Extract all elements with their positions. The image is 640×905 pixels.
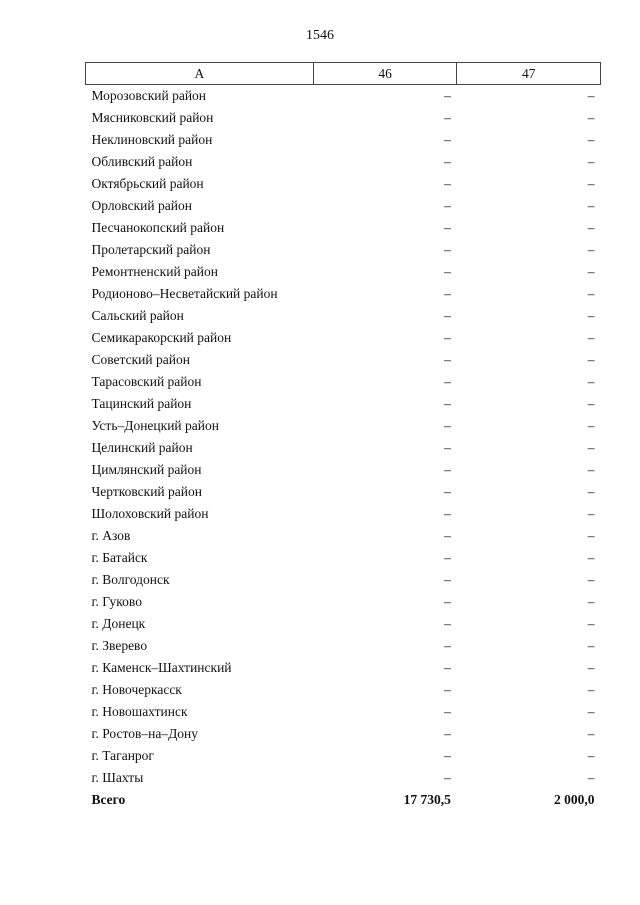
row-name: Сальский район [91, 308, 184, 323]
table-row [86, 327, 601, 349]
row-value-47: – [587, 352, 595, 367]
header-col-a: А [86, 63, 314, 85]
row-value-47: – [587, 506, 595, 521]
data-table [85, 62, 601, 811]
table-row [86, 239, 601, 261]
row-name: Тацинский район [91, 396, 192, 411]
row-value-47: – [587, 660, 595, 675]
row-name: Советский район [91, 352, 190, 367]
row-name: г. Батайск [91, 550, 148, 565]
row-name: г. Новошахтинск [91, 704, 188, 719]
row-value-46: – [444, 572, 451, 587]
row-name: Октябрьский район [91, 176, 204, 191]
row-value-46: – [444, 528, 451, 543]
table-row [86, 481, 601, 503]
table-row [86, 591, 601, 613]
row-value-46: – [444, 506, 451, 521]
table-row [86, 525, 601, 547]
row-value-47: – [587, 748, 595, 763]
row-value-46: – [444, 682, 451, 697]
total-label: Всего [91, 792, 126, 807]
table-body [86, 85, 601, 812]
row-name: Тарасовский район [91, 374, 202, 389]
row-name: г. Каменск–Шахтинский [91, 660, 232, 675]
row-name: г. Гуково [91, 594, 142, 609]
header-col-47: 47 [457, 63, 601, 85]
row-name: Усть–Донецкий район [91, 418, 219, 433]
row-value-46: – [444, 770, 451, 785]
row-value-46: – [444, 550, 451, 565]
row-name: Шолоховский район [91, 506, 209, 521]
row-value-47: – [587, 638, 595, 653]
table-row [86, 569, 601, 591]
table-row [86, 283, 601, 305]
row-value-47: – [587, 484, 595, 499]
row-name: Морозовский район [91, 88, 207, 103]
row-value-47: – [587, 88, 595, 103]
table-row [86, 371, 601, 393]
row-name: г. Донецк [91, 616, 146, 631]
row-value-47: – [587, 770, 595, 785]
table-header-row [86, 63, 601, 85]
row-name: г. Шахты [91, 770, 144, 785]
table-row [86, 151, 601, 173]
row-value-47: – [587, 396, 595, 411]
table-row [86, 129, 601, 151]
row-value-46: – [444, 484, 451, 499]
header-col-46: 46 [313, 63, 457, 85]
row-value-46: – [444, 440, 451, 455]
row-value-47: – [587, 154, 595, 169]
table-row [86, 261, 601, 283]
table-row [86, 195, 601, 217]
row-name: Целинский район [91, 440, 193, 455]
row-value-47: – [587, 594, 595, 609]
row-value-46: – [444, 308, 451, 323]
row-value-46: – [444, 198, 451, 213]
row-value-46: – [444, 462, 451, 477]
row-value-47: – [587, 176, 595, 191]
row-value-46: – [444, 396, 451, 411]
row-name: Чертковский район [91, 484, 202, 499]
table-row [86, 415, 601, 437]
row-name: Песчанокопский район [91, 220, 225, 235]
row-value-46: – [444, 110, 451, 125]
row-value-47: – [587, 572, 595, 587]
row-value-47: – [587, 704, 595, 719]
row-name: Родионово–Несветайский район [91, 286, 278, 301]
row-value-46: – [444, 726, 451, 741]
row-value-46: – [444, 704, 451, 719]
table-row [86, 437, 601, 459]
table-row [86, 745, 601, 767]
row-value-46: – [444, 132, 451, 147]
row-name: г. Волгодонск [91, 572, 170, 587]
table-row [86, 459, 601, 481]
row-value-46: – [444, 352, 451, 367]
row-value-47: – [587, 440, 595, 455]
row-value-46: – [444, 176, 451, 191]
row-value-46: – [444, 374, 451, 389]
row-value-46: – [444, 660, 451, 675]
row-value-46: – [444, 286, 451, 301]
table-row [86, 657, 601, 679]
row-value-47: – [587, 418, 595, 433]
row-value-47: – [587, 462, 595, 477]
row-value-47: – [587, 308, 595, 323]
row-value-47: – [587, 550, 595, 565]
table-row [86, 173, 601, 195]
table-row [86, 217, 601, 239]
row-value-46: – [444, 594, 451, 609]
row-name: Неклиновский район [91, 132, 213, 147]
table-row [86, 85, 601, 108]
table-row [86, 393, 601, 415]
row-value-47: – [587, 198, 595, 213]
row-name: Мясниковский район [91, 110, 214, 125]
row-value-47: – [587, 242, 595, 257]
table-row [86, 503, 601, 525]
table-row [86, 723, 601, 745]
row-value-47: – [587, 132, 595, 147]
row-value-46: – [444, 638, 451, 653]
table-row [86, 107, 601, 129]
row-name: г. Новочеркасск [91, 682, 182, 697]
table-row [86, 613, 601, 635]
row-value-46: – [444, 264, 451, 279]
row-name: г. Таганрог [91, 748, 154, 763]
row-value-47: – [587, 220, 595, 235]
row-value-47: – [587, 286, 595, 301]
row-name: Цимлянский район [91, 462, 202, 477]
row-name: г. Азов [91, 528, 131, 543]
table-row [86, 547, 601, 569]
row-value-47: – [587, 264, 595, 279]
table-row [86, 701, 601, 723]
row-value-46: – [444, 330, 451, 345]
row-value-47: – [587, 374, 595, 389]
table-row [86, 349, 601, 371]
row-name: Обливский район [91, 154, 193, 169]
row-name: Ремонтненский район [91, 264, 218, 279]
row-value-47: – [587, 110, 595, 125]
table-row [86, 767, 601, 789]
total-value-46: 17 730,5 [403, 792, 451, 807]
row-value-47: – [587, 682, 595, 697]
row-name: г. Зверево [91, 638, 148, 653]
total-value-47: 2 000,0 [554, 792, 595, 807]
table-row [86, 305, 601, 327]
row-value-47: – [587, 726, 595, 741]
row-value-46: – [444, 220, 451, 235]
row-value-46: – [444, 748, 451, 763]
row-name: г. Ростов–на–Дону [91, 726, 199, 741]
row-value-46: – [444, 88, 451, 103]
row-name: Семикаракорский район [91, 330, 232, 345]
page-number: 1546 [306, 28, 334, 43]
row-value-46: – [444, 616, 451, 631]
table-row [86, 679, 601, 701]
total-row [86, 789, 601, 811]
row-value-46: – [444, 418, 451, 433]
row-value-47: – [587, 330, 595, 345]
row-value-47: – [587, 616, 595, 631]
row-name: Орловский район [91, 198, 192, 213]
row-value-46: – [444, 242, 451, 257]
table-row [86, 635, 601, 657]
row-name: Пролетарский район [91, 242, 211, 257]
row-value-47: – [587, 528, 595, 543]
row-value-46: – [444, 154, 451, 169]
